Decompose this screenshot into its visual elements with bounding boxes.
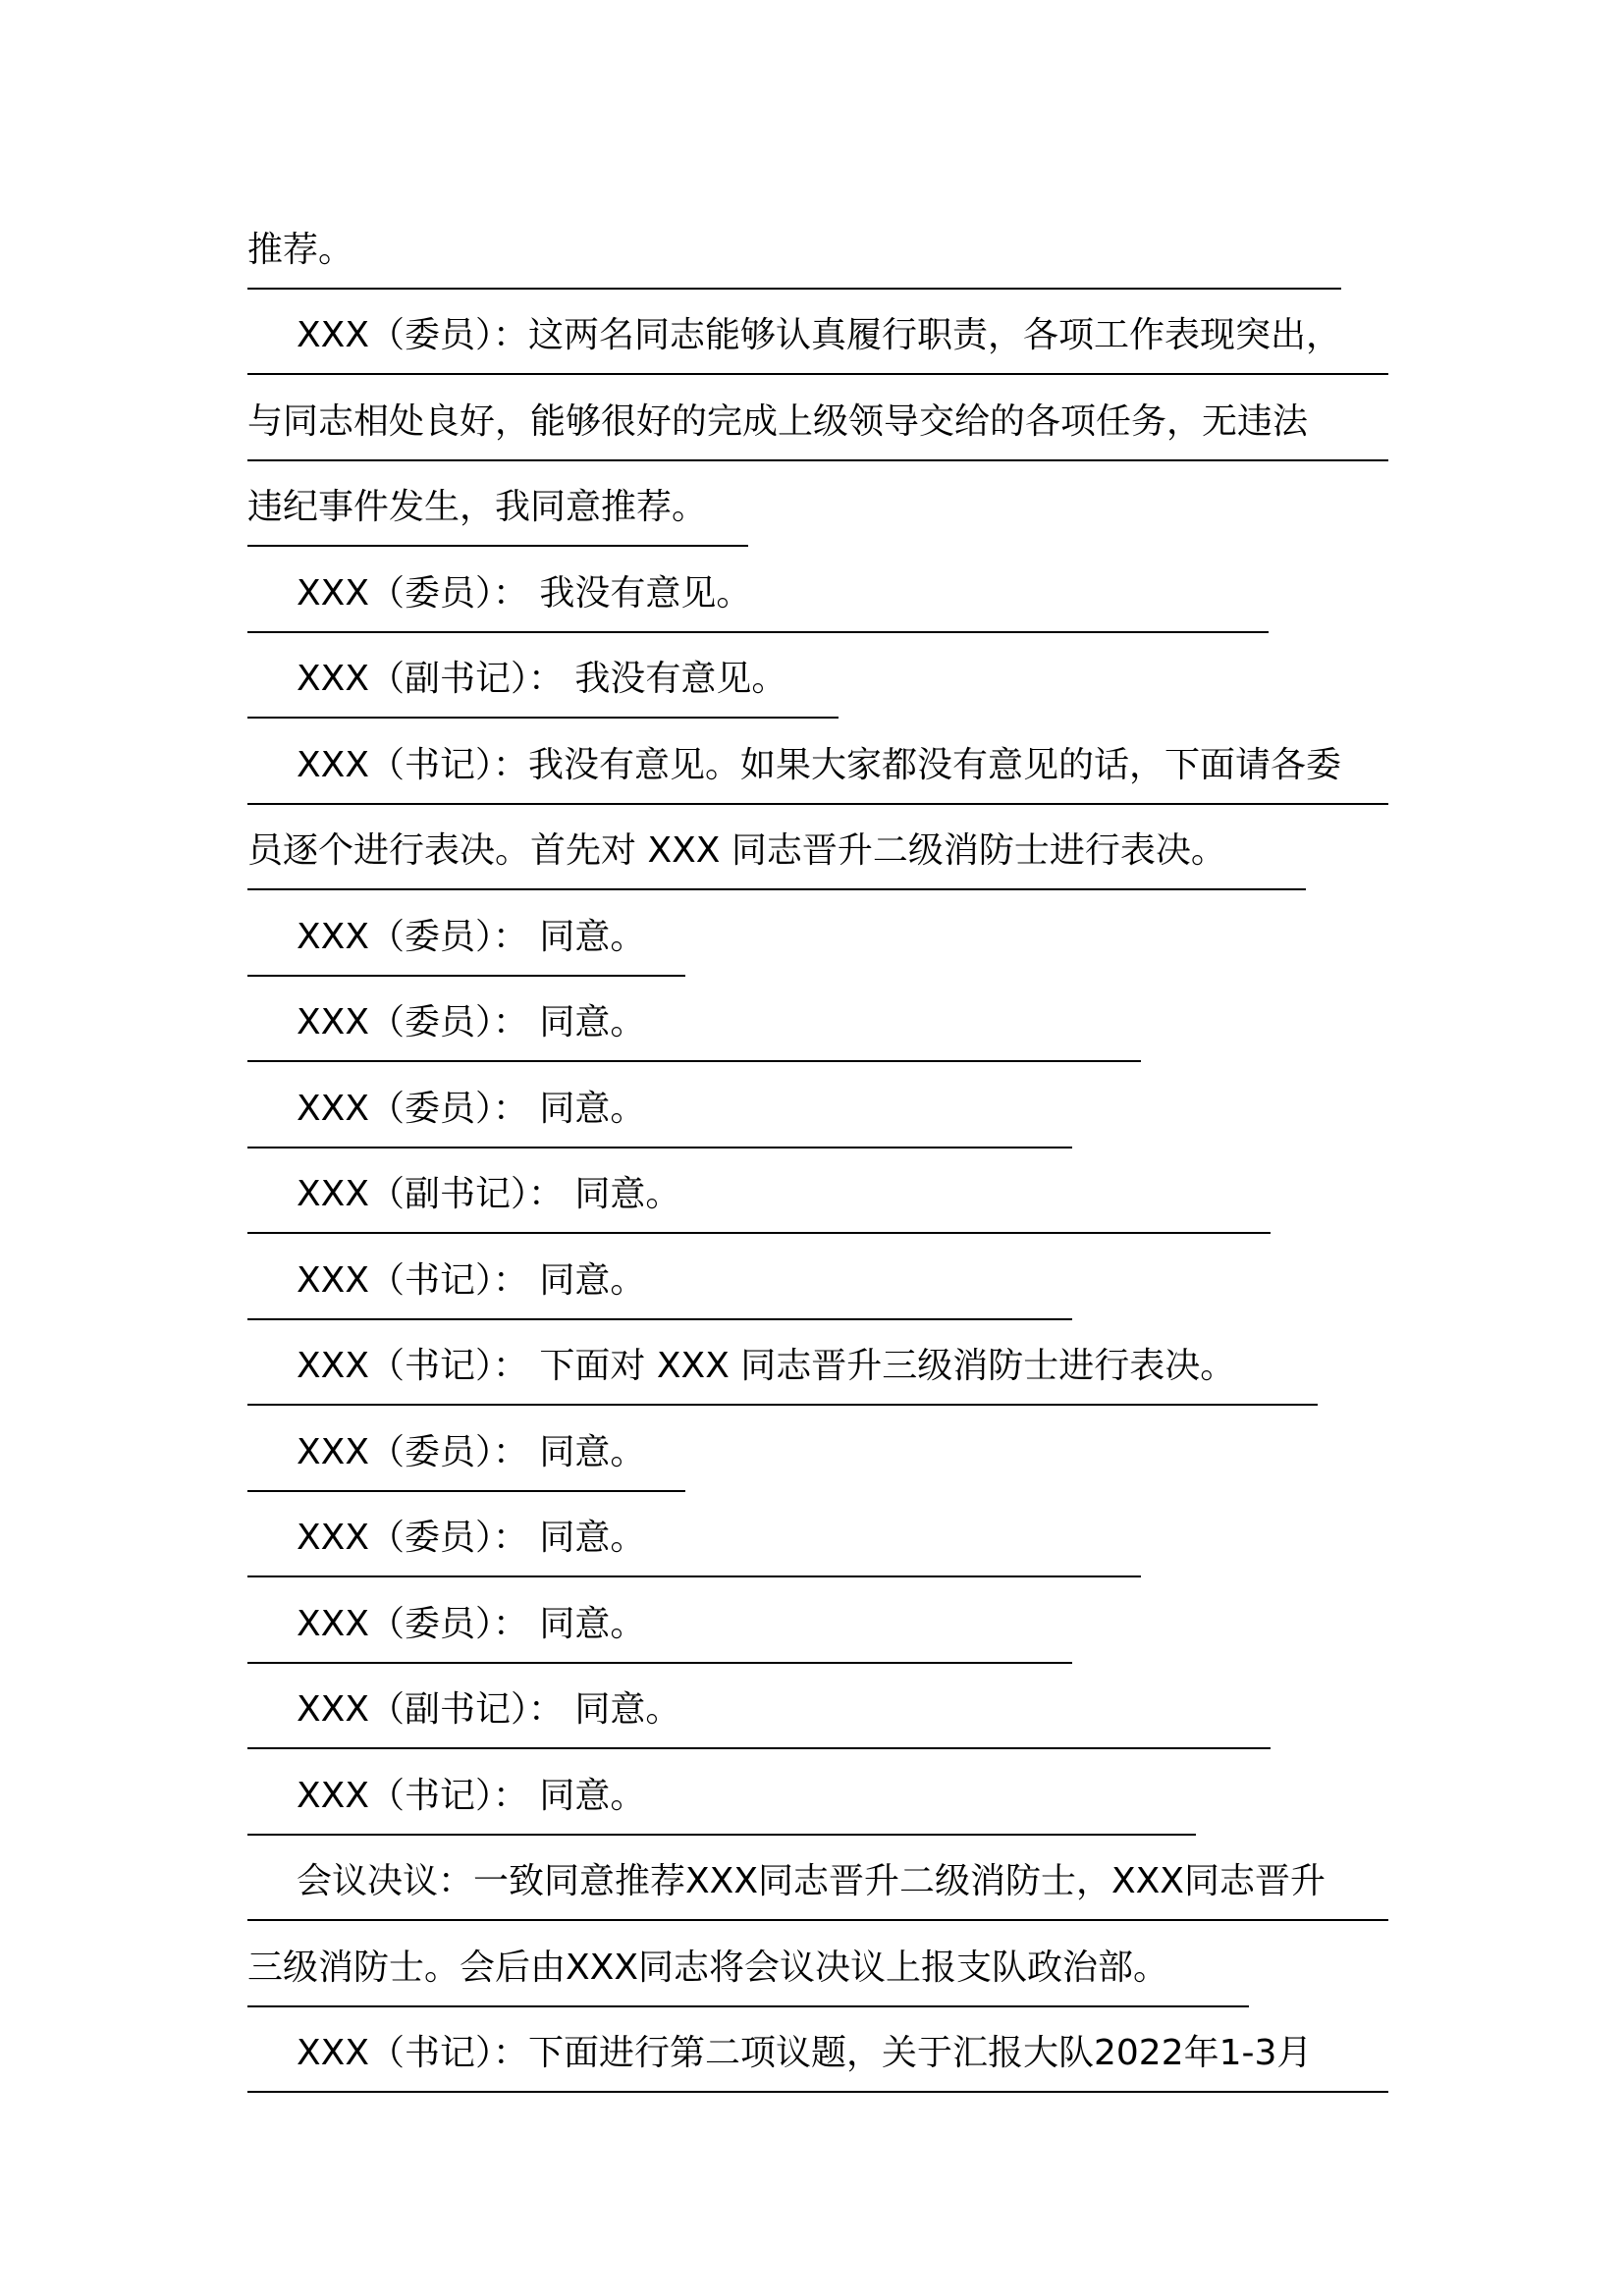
text-line-16: XXX（委员）： 同意。 — [247, 1509, 1141, 1577]
text-line-4: 违纪事件发生，我同意推荐。 — [247, 478, 748, 547]
text-line-19: XXX（书记）： 同意。 — [247, 1767, 1196, 1836]
text-line-11: XXX（委员）： 同意。 — [247, 1080, 1072, 1148]
text-line-10: XXX（委员）： 同意。 — [247, 993, 1141, 1062]
text-line-7: XXX（书记）：我没有意见。如果大家都没有意见的话，下面请各委 — [247, 736, 1388, 805]
text-line-18: XXX（副书记）： 同意。 — [247, 1681, 1271, 1749]
text-line-20: 会议决议：一致同意推荐XXX同志晋升二级消防士，XXX同志晋升 — [247, 1852, 1388, 1921]
text-line-8: 员逐个进行表决。首先对 XXX 同志晋升二级消防士进行表决。 — [247, 822, 1306, 890]
text-line-5: XXX（委员）： 我没有意见。 — [247, 564, 1269, 633]
text-line-1: 推荐。 — [247, 221, 1341, 290]
text-line-2: XXX（委员）：这两名同志能够认真履行职责，各项工作表现突出， — [247, 306, 1388, 375]
text-line-21: 三级消防士。会后由XXX同志将会议决议上报支队政治部。 — [247, 1939, 1249, 2007]
text-line-22: XXX（书记）：下面进行第二项议题，关于汇报大队2022年1-3月 — [247, 2024, 1388, 2093]
text-line-6: XXX（副书记）： 我没有意见。 — [247, 650, 839, 719]
text-line-15: XXX（委员）： 同意。 — [247, 1423, 685, 1492]
text-line-3: 与同志相处良好，能够很好的完成上级领导交给的各项任务，无违法 — [247, 393, 1388, 461]
text-line-9: XXX（委员）： 同意。 — [247, 908, 685, 977]
text-line-17: XXX（委员）： 同意。 — [247, 1595, 1072, 1664]
text-line-13: XXX（书记）： 同意。 — [247, 1252, 1072, 1320]
text-line-14: XXX（书记）： 下面对 XXX 同志晋升三级消防士进行表决。 — [247, 1337, 1318, 1406]
text-line-12: XXX（副书记）： 同意。 — [247, 1165, 1271, 1234]
